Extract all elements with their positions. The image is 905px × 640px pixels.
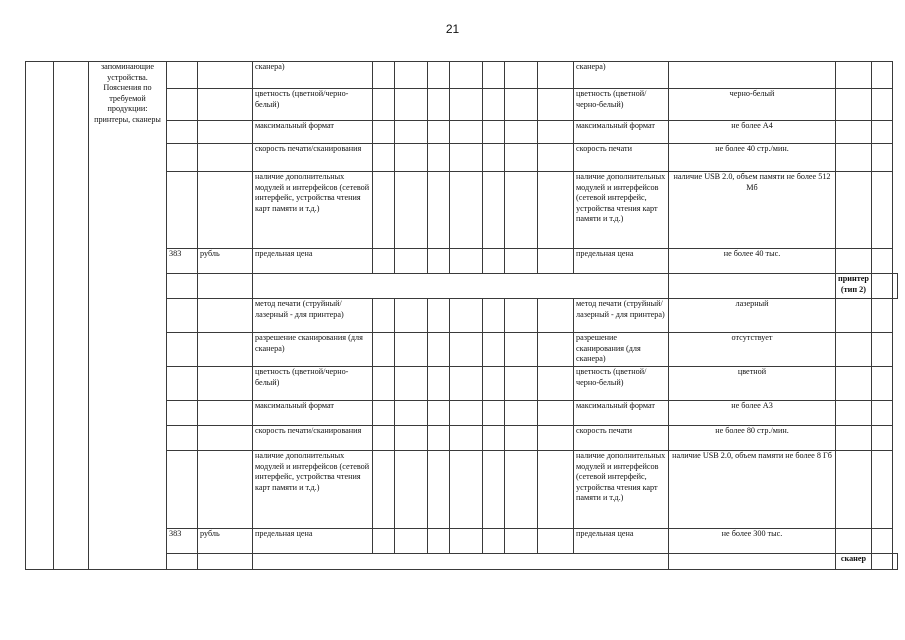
characteristic-name-cell [669,554,836,570]
value-cell [505,144,538,172]
value-cell [428,249,450,274]
unit-code-cell [167,333,198,367]
value-cell [373,144,395,172]
required-characteristic-cell: сканера) [253,62,373,89]
required-characteristic-cell: цветность (цветной/черно-белый) [253,89,373,121]
empty-cell [538,144,574,172]
empty-cell [871,121,892,144]
empty-cell [836,172,872,249]
value-cell [373,89,395,121]
value-cell [395,529,428,554]
unit-code-cell: 383 [167,529,198,554]
value-cell [428,529,450,554]
value-cell [483,529,505,554]
empty-cell [836,249,872,274]
value-cell [428,426,450,451]
unit-name-cell [198,274,253,299]
empty-cell [892,274,897,299]
characteristic-name-cell: предельная цена [574,529,669,554]
empty-cell [871,172,892,249]
empty-cell [538,367,574,401]
characteristic-value-cell: не более 40 тыс. [669,249,836,274]
empty-cell [871,401,892,426]
characteristic-value-cell: лазерный [669,299,836,333]
value-cell [395,144,428,172]
empty-cell [538,401,574,426]
value-cell [373,333,395,367]
value-cell [505,172,538,249]
empty-cell [836,367,872,401]
value-cell [483,451,505,529]
unit-code-cell [167,554,198,570]
empty-cell [871,554,892,570]
value-cell [505,249,538,274]
characteristic-name-cell: разрешение сканирования (для сканера) [574,333,669,367]
value-cell [373,426,395,451]
empty-cell [538,426,574,451]
unit-name-cell [198,333,253,367]
value-cell [395,172,428,249]
characteristic-value-cell: цветной [669,367,836,401]
empty-cell [871,451,892,529]
value-cell [450,172,483,249]
empty-cell [836,529,872,554]
characteristic-value-cell: не более А3 [669,401,836,426]
value-cell [395,249,428,274]
empty-cell [871,274,892,299]
unit-code-cell [167,62,198,89]
value-cell [373,172,395,249]
value-cell [428,401,450,426]
characteristic-value-cell: наличие USB 2.0, объем памяти не более 8 Гб [669,451,836,529]
value-cell [373,529,395,554]
empty-cell [871,333,892,367]
value-cell [373,62,395,89]
characteristic-name-cell: наличие дополнительных модулей и интерфейсов (сетевой интерфейс, устройства чтения карт памяти и т.д.) [574,172,669,249]
value-cell [450,333,483,367]
value-cell [483,367,505,401]
value-cell [505,451,538,529]
value-cell [505,529,538,554]
unit-code-cell [167,172,198,249]
required-characteristic-cell: максимальный формат [253,401,373,426]
unit-code-cell [167,89,198,121]
value-cell [483,62,505,89]
empty-cell [538,299,574,333]
value-cell [373,367,395,401]
value-cell [373,401,395,426]
characteristic-name-cell: максимальный формат [574,401,669,426]
unit-code-cell [167,144,198,172]
empty-cell [836,401,872,426]
value-cell [428,62,450,89]
value-cell [395,299,428,333]
empty-cell [836,144,872,172]
product-group-cell: запоминающие устройства. Пояснения по требуемой продукции: принтеры, сканеры [89,62,167,570]
header-span-cell [253,554,669,570]
value-cell [483,299,505,333]
value-cell [373,249,395,274]
empty-cell [538,451,574,529]
empty-cell [871,144,892,172]
unit-code-cell [167,451,198,529]
empty-cell [836,299,872,333]
value-cell [428,333,450,367]
characteristic-name-cell: максимальный формат [574,121,669,144]
value-cell [395,89,428,121]
row-number-cell [26,62,54,570]
required-characteristic-cell: предельная цена [253,529,373,554]
required-characteristic-cell: метод печати (струйный/лазерный - для принтера) [253,299,373,333]
product-code-cell [54,62,89,570]
required-characteristic-cell: скорость печати/сканирования [253,426,373,451]
empty-cell [538,121,574,144]
value-cell [450,121,483,144]
unit-code-cell [167,367,198,401]
value-cell [450,62,483,89]
value-cell [450,299,483,333]
characteristic-name-cell: цветность (цветной/черно-белый) [574,367,669,401]
value-cell [505,426,538,451]
value-cell [428,367,450,401]
empty-cell [538,529,574,554]
empty-cell [836,89,872,121]
value-cell [483,333,505,367]
value-cell [428,89,450,121]
unit-name-cell [198,554,253,570]
value-cell [450,144,483,172]
required-characteristic-cell: наличие дополнительных модулей и интерфейсов (сетевой интерфейс, устройства чтения карт памяти и т.д.) [253,172,373,249]
empty-cell [892,554,897,570]
empty-cell [871,529,892,554]
value-cell [483,121,505,144]
table-body [26,62,898,570]
empty-cell [871,62,892,89]
required-characteristic-cell: скорость печати/сканирования [253,144,373,172]
value-cell [373,299,395,333]
unit-name-cell: рубль [198,529,253,554]
value-cell [483,426,505,451]
unit-code-cell [167,299,198,333]
value-cell [505,62,538,89]
unit-name-cell [198,299,253,333]
empty-cell [871,426,892,451]
characteristic-name-cell: скорость печати [574,144,669,172]
empty-cell [871,367,892,401]
characteristic-value-cell: не более 80 стр./мин. [669,426,836,451]
characteristic-name-cell: предельная цена [574,249,669,274]
value-cell [450,89,483,121]
required-characteristic-cell: максимальный формат [253,121,373,144]
characteristic-value-cell: не более 300 тыс. [669,529,836,554]
table-row [26,62,898,89]
required-characteristic-cell: цветность (цветной/черно-белый) [253,367,373,401]
empty-cell [836,333,872,367]
unit-name-cell [198,426,253,451]
empty-cell [836,451,872,529]
value-cell [450,401,483,426]
characteristic-value-cell: черно-белый [669,89,836,121]
unit-code-cell [167,121,198,144]
unit-name-cell [198,144,253,172]
required-characteristic-cell: разрешение сканирования (для сканера) [253,333,373,367]
empty-cell [538,249,574,274]
page-number: 21 [445,22,460,36]
value-cell [505,333,538,367]
required-characteristic-cell: предельная цена [253,249,373,274]
characteristic-name-cell: сканера) [574,62,669,89]
value-cell [505,299,538,333]
value-cell [395,451,428,529]
empty-cell [538,89,574,121]
unit-name-cell: рубль [198,249,253,274]
characteristic-name-cell: наличие дополнительных модулей и интерфейсов (сетевой интерфейс, устройства чтения карт памяти и т.д.) [574,451,669,529]
value-cell [395,121,428,144]
unit-code-cell [167,274,198,299]
empty-cell [836,426,872,451]
empty-cell [871,249,892,274]
value-cell [395,426,428,451]
characteristic-value-cell [669,62,836,89]
value-cell [428,121,450,144]
subtype-header: сканер [836,554,872,570]
value-cell [450,367,483,401]
characteristic-value-cell: не более 40 стр./мин. [669,144,836,172]
value-cell [450,426,483,451]
requirements-table [25,61,898,570]
value-cell [428,451,450,529]
value-cell [483,249,505,274]
required-characteristic-cell: наличие дополнительных модулей и интерфейсов (сетевой интерфейс, устройства чтения карт памяти и т.д.) [253,451,373,529]
characteristic-name-cell [669,274,836,299]
empty-cell [871,89,892,121]
characteristic-value-cell: отсутствует [669,333,836,367]
empty-cell [538,62,574,89]
unit-name-cell [198,451,253,529]
unit-name-cell [198,62,253,89]
header-span-cell [253,274,669,299]
unit-name-cell [198,401,253,426]
value-cell [395,367,428,401]
characteristic-name-cell: скорость печати [574,426,669,451]
value-cell [395,333,428,367]
characteristic-name-cell: цветность (цветной/черно-белый) [574,89,669,121]
value-cell [428,299,450,333]
value-cell [483,172,505,249]
unit-code-cell [167,426,198,451]
value-cell [395,62,428,89]
value-cell [450,451,483,529]
unit-name-cell [198,89,253,121]
value-cell [428,144,450,172]
unit-code-cell: 383 [167,249,198,274]
unit-name-cell [198,367,253,401]
empty-cell [836,62,872,89]
empty-cell [836,121,872,144]
value-cell [450,529,483,554]
value-cell [505,367,538,401]
value-cell [505,401,538,426]
subtype-header: принтер (тип 2) [836,274,872,299]
unit-name-cell [198,121,253,144]
value-cell [505,89,538,121]
characteristic-name-cell: метод печати (струйный/лазерный - для принтера) [574,299,669,333]
characteristic-value-cell: наличие USB 2.0, объем памяти не более 512 Мб [669,172,836,249]
value-cell [395,401,428,426]
value-cell [450,249,483,274]
value-cell [483,401,505,426]
empty-cell [538,172,574,249]
value-cell [373,121,395,144]
empty-cell [538,333,574,367]
unit-name-cell [198,172,253,249]
characteristic-value-cell: не более А4 [669,121,836,144]
value-cell [428,172,450,249]
value-cell [483,89,505,121]
empty-cell [871,299,892,333]
value-cell [505,121,538,144]
unit-code-cell [167,401,198,426]
value-cell [373,451,395,529]
value-cell [483,144,505,172]
